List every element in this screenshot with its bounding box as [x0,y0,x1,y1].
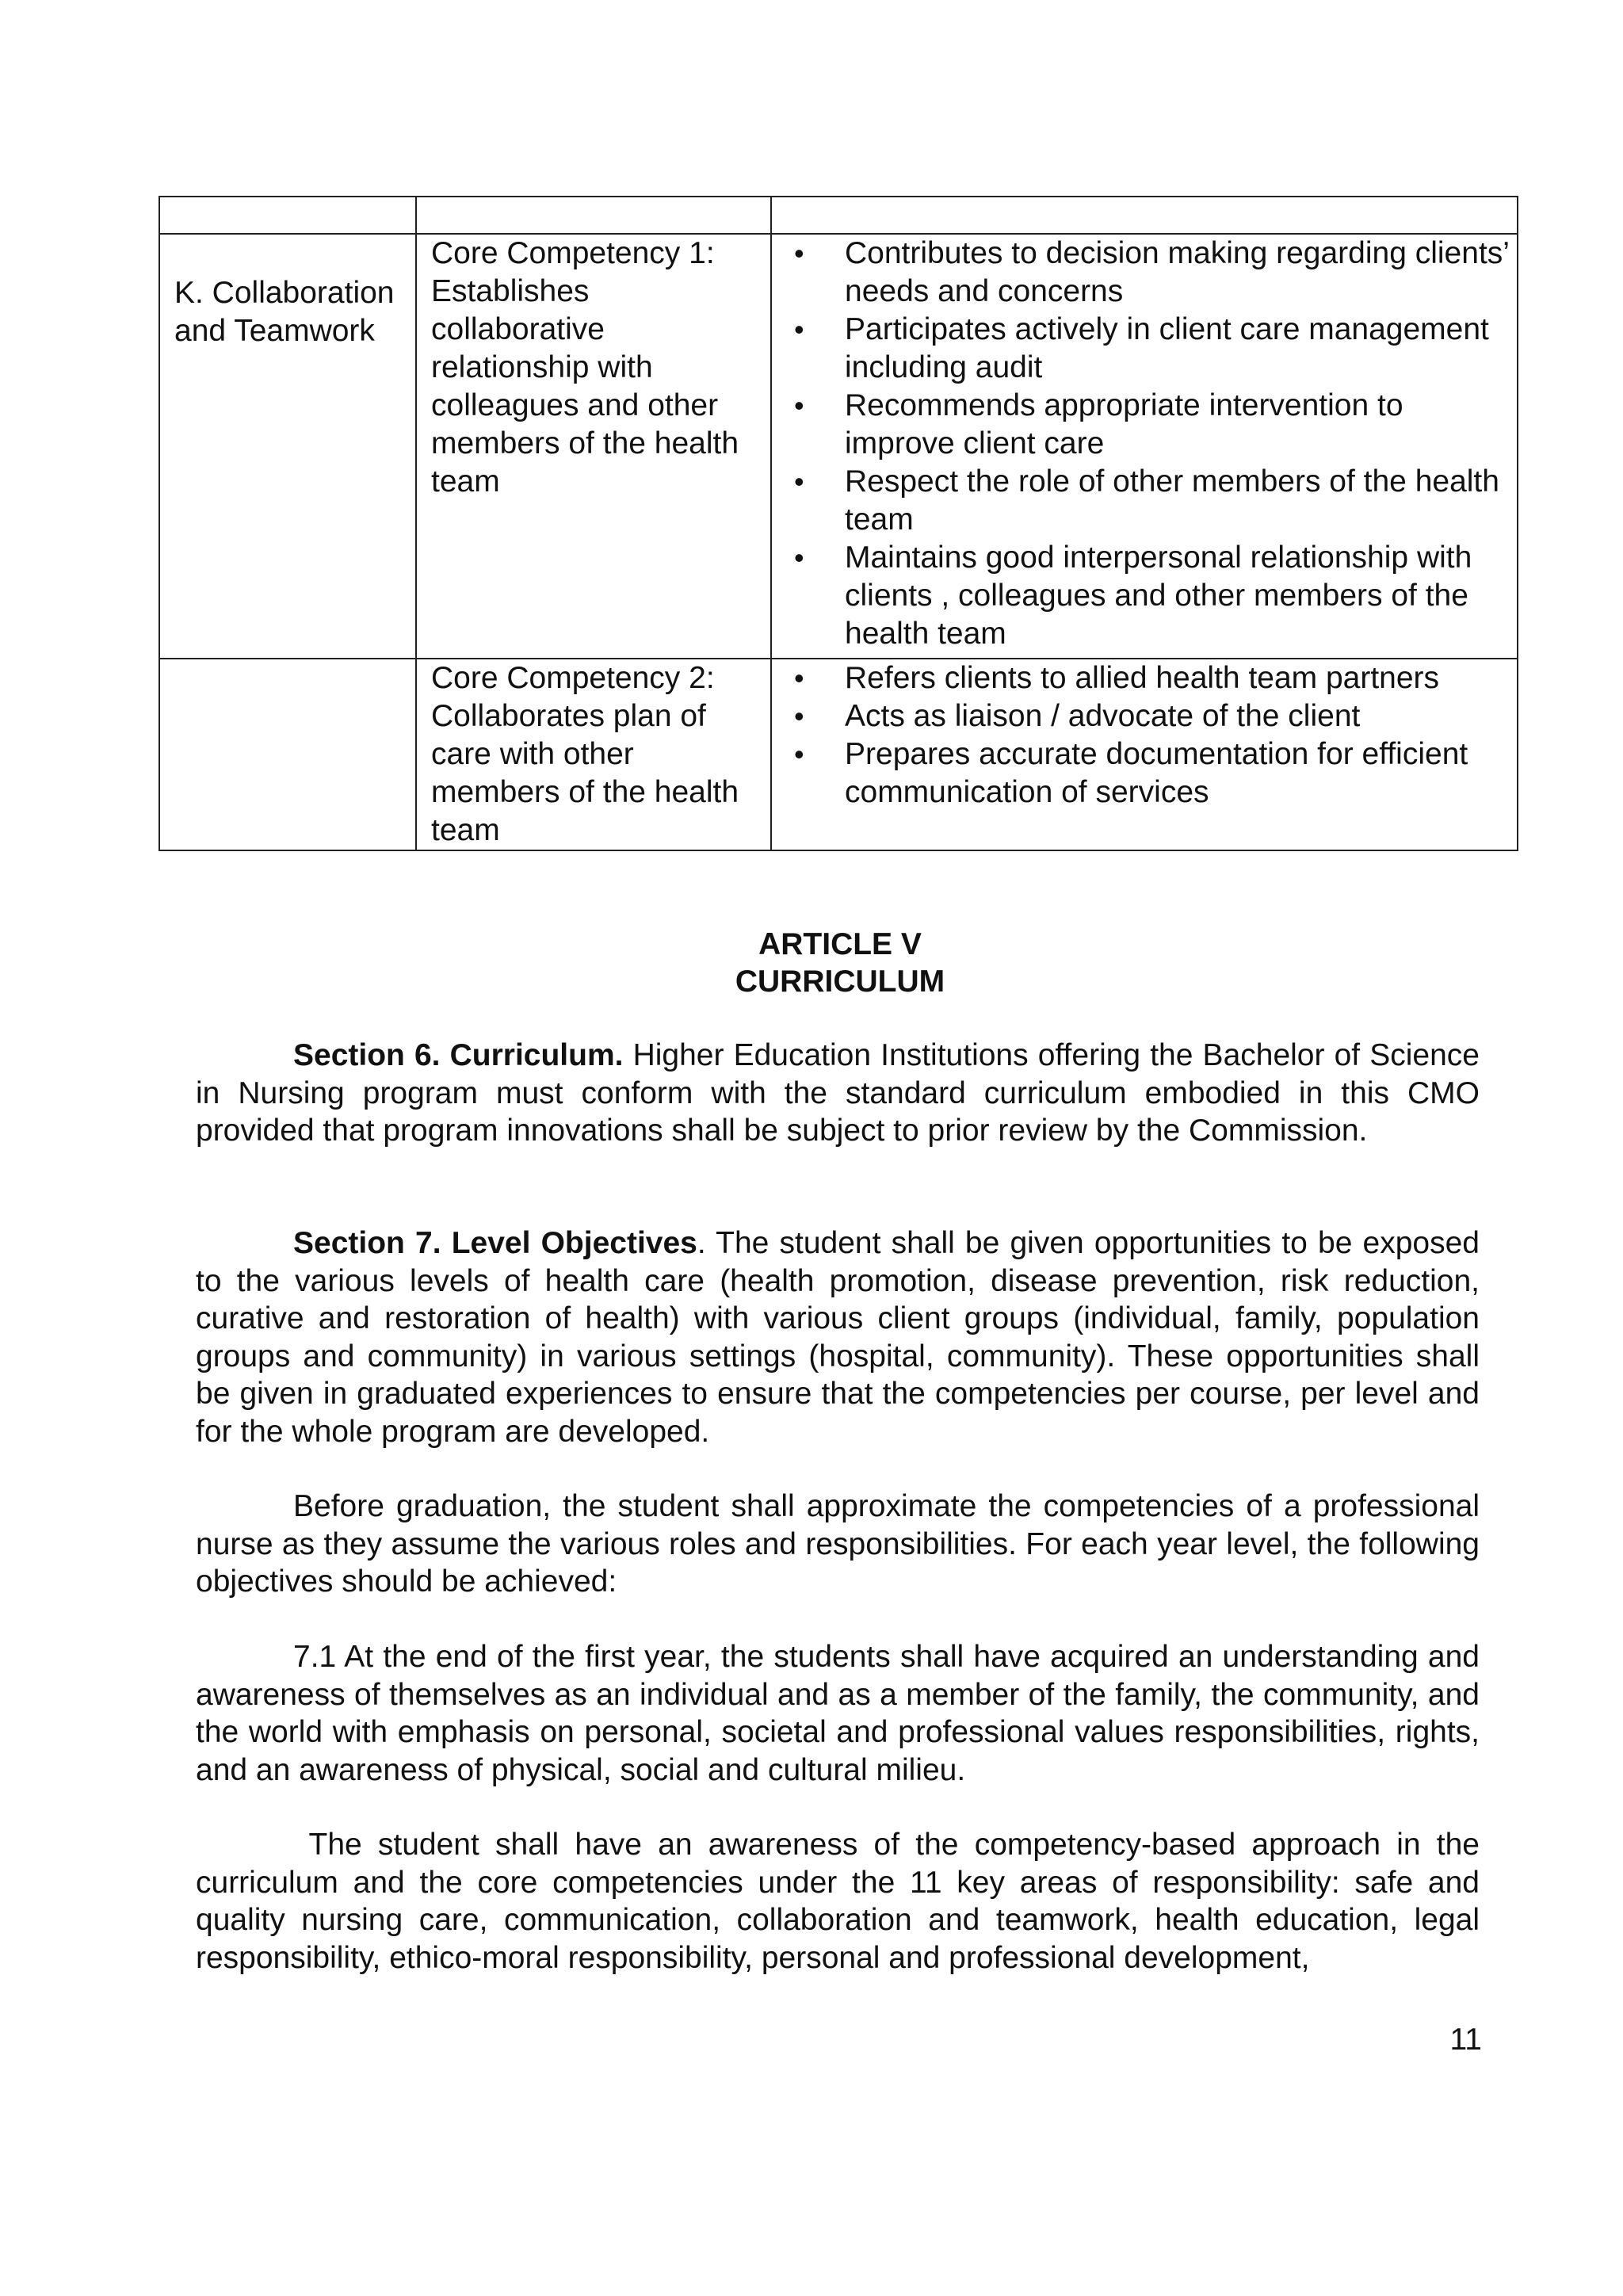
indicator-list [772,235,1517,653]
competency-awareness-paragraph [196,1826,1480,1977]
section-7-paragraph [196,1224,1480,1450]
table-header-row [159,197,1518,234]
indicator-item: • Prepares accurate documentation for efficient communication of services [772,735,1509,812]
indicator-item: • Participates actively in client care management including audit [772,311,1509,387]
key-area-label [160,659,415,699]
indicators-cell [771,659,1518,850]
section-7-text: . The student shall be given opportunities to be exposed to the various levels of health care (health promotion, disease prevention, risk reduction, curative and restoration of health) with various client groups (individual, family, population groups and community) in various settings (hospital, community). These opportunities shall be given in graduated experiences to ensure that the competencies per course, per level and for the whole program are developed. [196,1226,1480,1449]
indicator-item: • Respect the role of other members of the health team [772,463,1509,539]
indicator-item: • Maintains good interpersonal relationship with clients , colleagues and other members of the health team [772,539,1509,653]
section-6-paragraph [196,1037,1480,1150]
core-competency-label: Core Competency 2: Collaborates plan of care with other members of the health team [431,661,739,847]
first-year-text: 7.1 At the end of the first year, the students shall have acquired an understanding and awareness of themselves as an individual and as a member of the family, the community, and the world with emphasis on personal, societal and professional values responsibilities, rights, and an awareness of physical, social and cultural milieu. [196,1640,1480,1787]
page-number: 11 [1449,2023,1482,2057]
section-6-text: Higher Education Institutions offering the Bachelor of Science in Nursing program must conform with the standard curriculum embodied in this CMO provided that program innovations shall be subject to prior review by the Commission. [196,1038,1480,1148]
indicator-list [772,659,1517,812]
key-area-label: K. Collaboration and Teamwork [174,276,395,348]
graduation-paragraph [196,1488,1480,1601]
section-7-label: Section 7. Level Objectives [293,1226,697,1260]
key-area-cell [159,659,416,850]
indicator-item: • Recommends appropriate intervention to improve client care [772,387,1509,463]
indicators-cell [771,234,1518,659]
table-row [159,234,1518,659]
first-year-paragraph [196,1638,1480,1789]
article-number: ARTICLE V [758,927,922,961]
competency-awareness-text: The student shall have an awareness of the competency-based approach in the curriculum and the core competencies under the 11 key areas of responsibility: safe and quality nursing care, communication, collaboration and teamwork, health education, legal responsibility, ethico-moral responsibility, personal and professional development, [196,1828,1480,1975]
indicator-item: • Acts as liaison / advocate of the client [772,697,1509,735]
key-area-cell [159,234,416,659]
table-row [159,659,1518,850]
competency-table [158,196,1518,851]
graduation-text: Before graduation, the student shall approximate the competencies of a professional nurse as they assume the various roles and responsibilities. For each year level, the following objectives should be achieved: [196,1489,1480,1599]
article-title: CURRICULUM [735,965,945,999]
indicator-item: • Refers clients to allied health team partners [772,659,1509,697]
core-competency-cell [416,659,771,850]
core-competency-cell [416,234,771,659]
core-competency-label: Core Competency 1: Establishes collaborative relationship with colleagues and other members of the health team [431,236,739,499]
section-6-label: Section 6. Curriculum. [293,1038,624,1072]
indicator-item: • Contributes to decision making regarding clients’ needs and concerns [772,235,1509,311]
